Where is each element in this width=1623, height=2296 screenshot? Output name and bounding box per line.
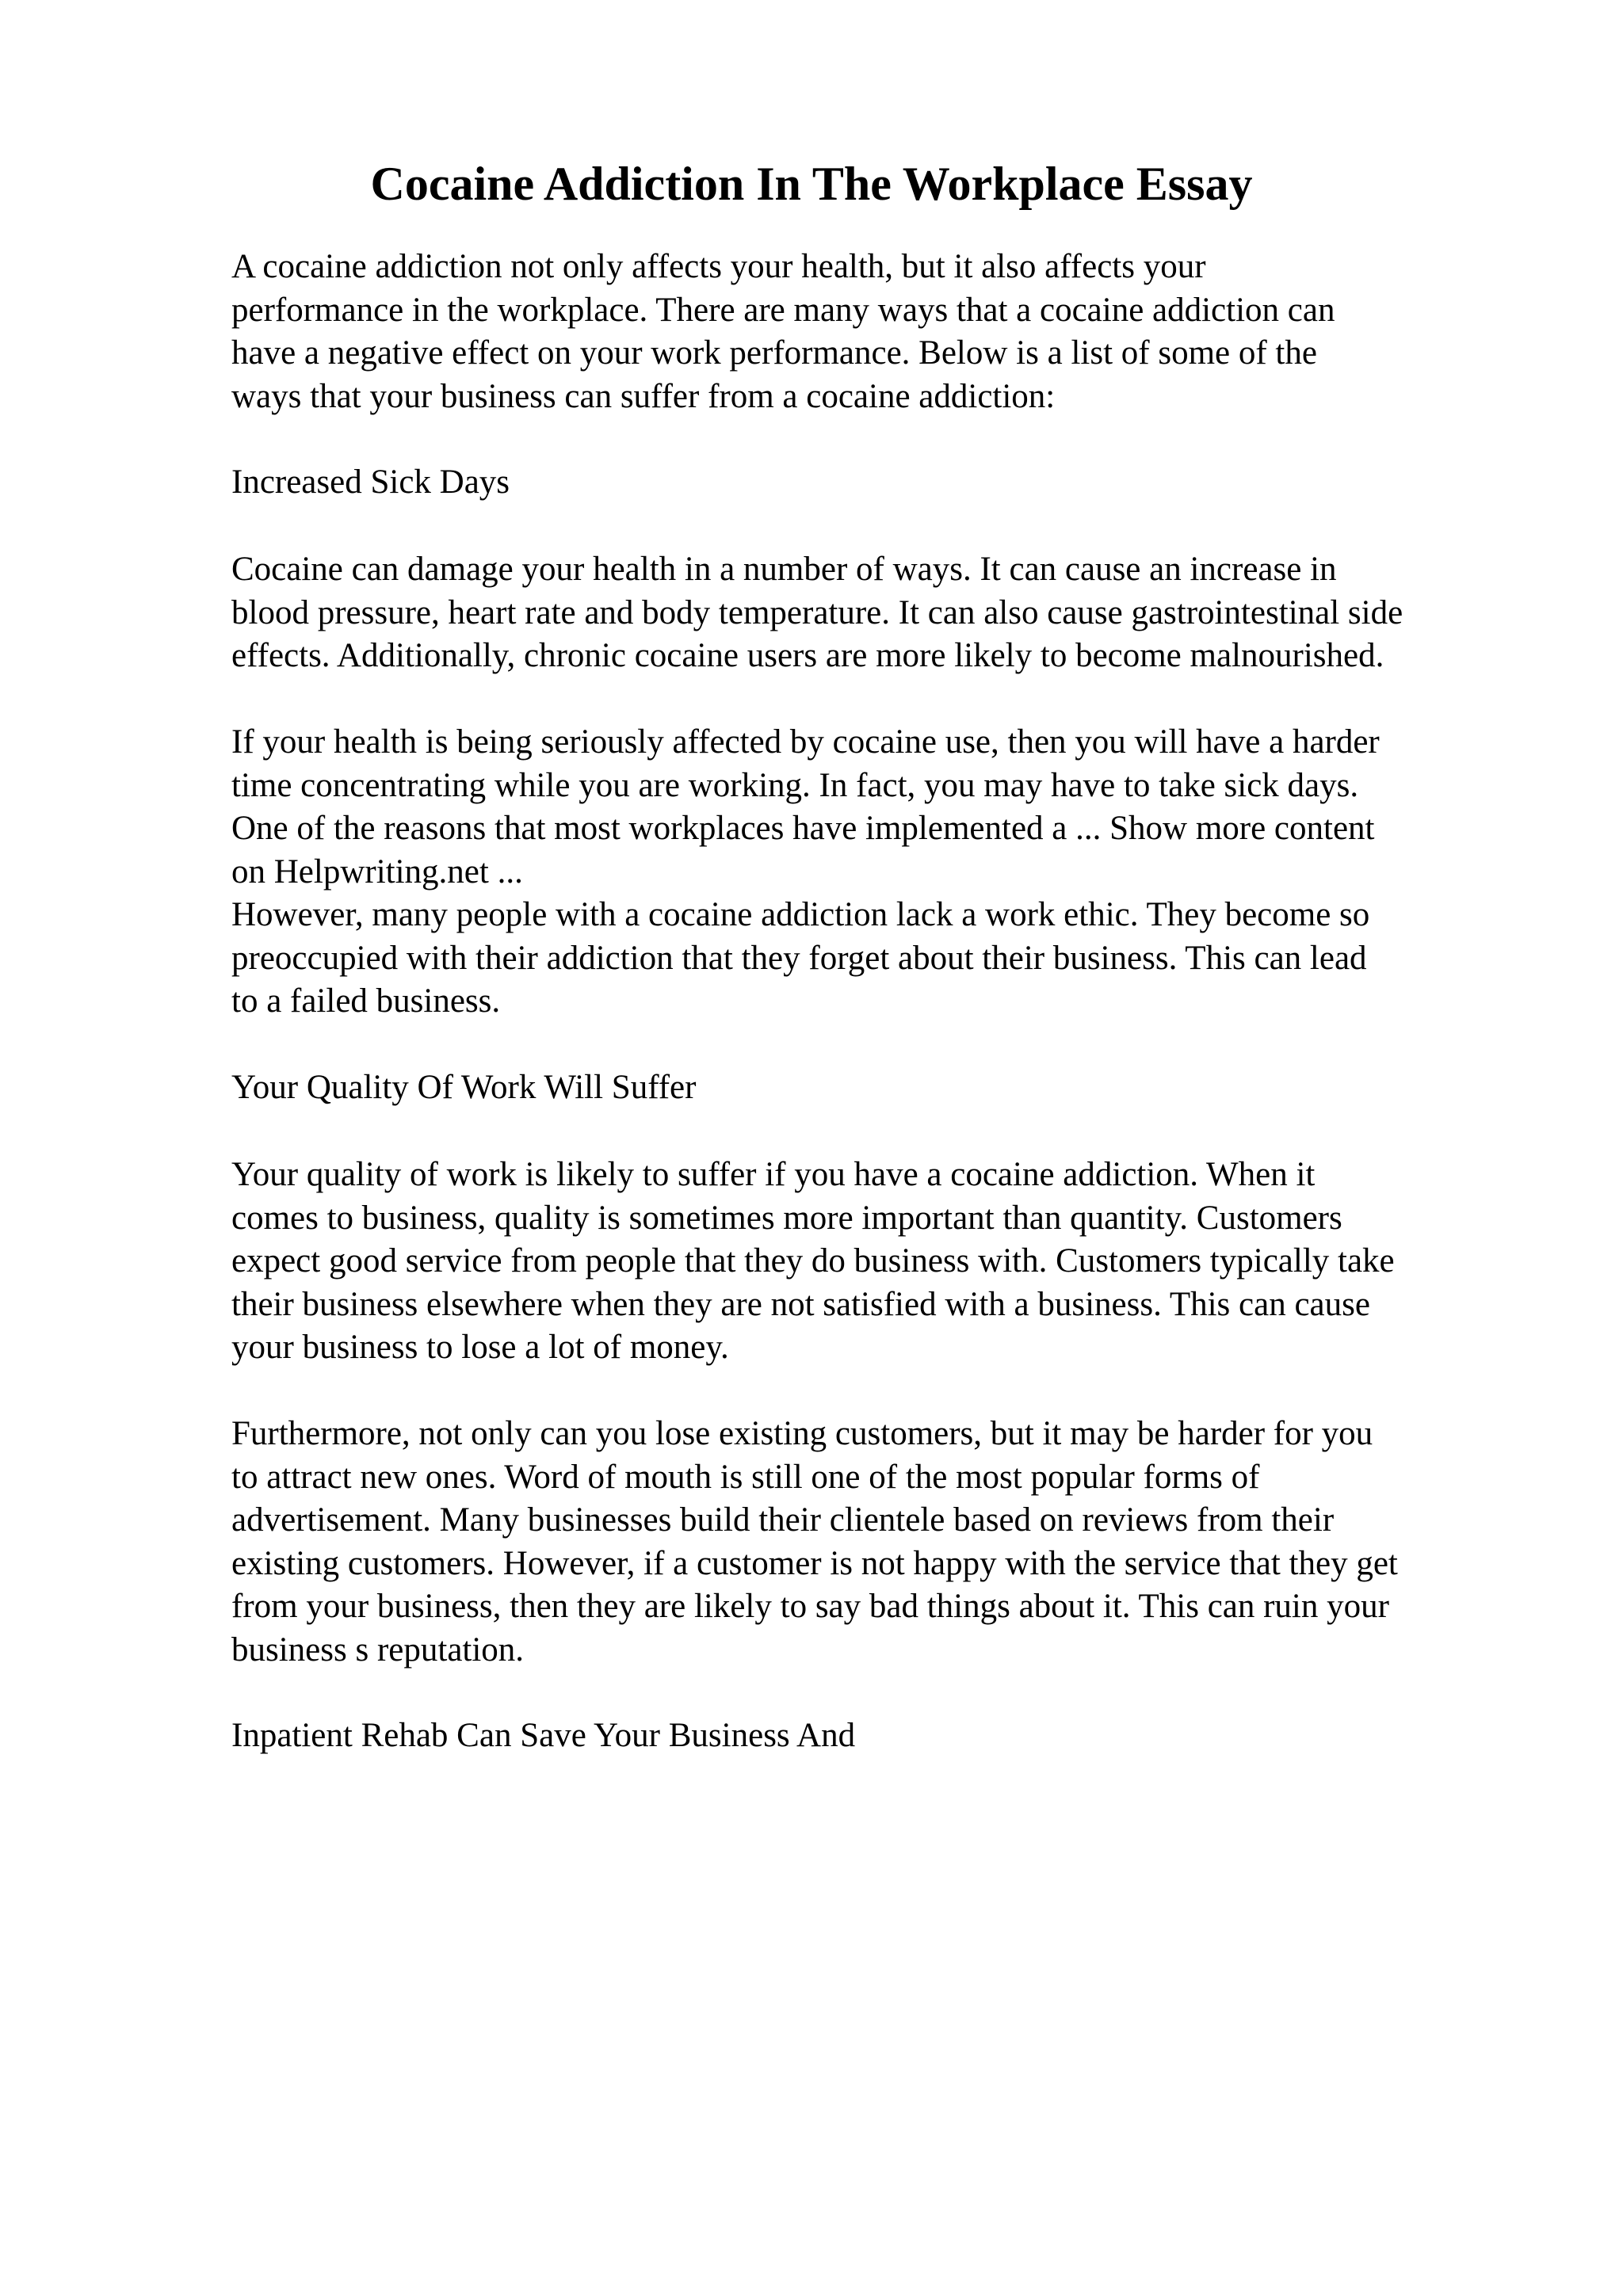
text-line: blood pressure, heart rate and body temperature. It can also cause gastrointestinal side (231, 593, 1403, 631)
text-line: your business to lose a lot of money. (231, 1329, 729, 1366)
text-line: to attract new ones. Word of mouth is still one of the most popular forms of (231, 1458, 1260, 1496)
text-line: advertisement. Many businesses build their clientele based on reviews from their (231, 1501, 1335, 1539)
concentration-paragraph (231, 721, 1380, 1024)
text-line: existing customers. However, if a customer is not happy with the service that they get (231, 1544, 1398, 1582)
health-paragraph (231, 548, 1403, 678)
intro-paragraph (231, 246, 1335, 418)
text-line: One of the reasons that most workplaces have implemented a ... Show more content (231, 810, 1375, 847)
text-line: ways that your business can suffer from a cocaine addiction: (231, 377, 1056, 415)
section-heading-sick-days: Increased Sick Days (231, 463, 510, 501)
document-title: Cocaine Addiction In The Workplace Essay (370, 158, 1253, 210)
customers-paragraph (231, 1413, 1398, 1672)
text-line: Your quality of work is likely to suffer if you have a cocaine addiction. When it (231, 1156, 1316, 1193)
text-line: Furthermore, not only can you lose existing customers, but it may be harder for you (231, 1415, 1373, 1452)
section-heading-quality: Your Quality Of Work Will Suffer (231, 1069, 697, 1106)
text-line: business s reputation. (231, 1630, 525, 1669)
text-line: A cocaine addiction not only affects your health, but it also affects your (231, 248, 1206, 285)
section-heading-rehab: Inpatient Rehab Can Save Your Business And (231, 1717, 856, 1754)
text-line: have a negative effect on your work performance. Below is a list of some of the (231, 334, 1317, 372)
text-line: comes to business, quality is sometimes more important than quantity. Customers (231, 1199, 1342, 1237)
text-line: on Helpwriting.net ... (231, 852, 523, 891)
text-line: However, many people with a cocaine addiction lack a work ethic. They become so (231, 896, 1370, 933)
text-line: performance in the workplace. There are many ways that a cocaine addiction can (231, 291, 1335, 329)
text-line: If your health is being seriously affected by cocaine use, then you will have a harder (231, 723, 1380, 761)
text-line: effects. Additionally, chronic cocaine users are more likely to become malnourished. (231, 637, 1384, 674)
text-line: Cocaine can damage your health in a number of ways. It can cause an increase in (231, 551, 1337, 588)
text-line: preoccupied with their addiction that they forget about their business. This can lead (231, 939, 1367, 977)
text-line: expect good service from people that they do business with. Customers typically take (231, 1242, 1395, 1280)
text-line: to a failed business. (231, 982, 501, 1020)
text-line: from your business, then they are likely to say bad things about it. This can ruin your (231, 1588, 1389, 1625)
text-line: time concentrating while you are working. In fact, you may have to take sick days. (231, 766, 1359, 804)
text-line: their business elsewhere when they are not satisfied with a business. This can cause (231, 1285, 1370, 1323)
quality-paragraph (231, 1154, 1395, 1370)
